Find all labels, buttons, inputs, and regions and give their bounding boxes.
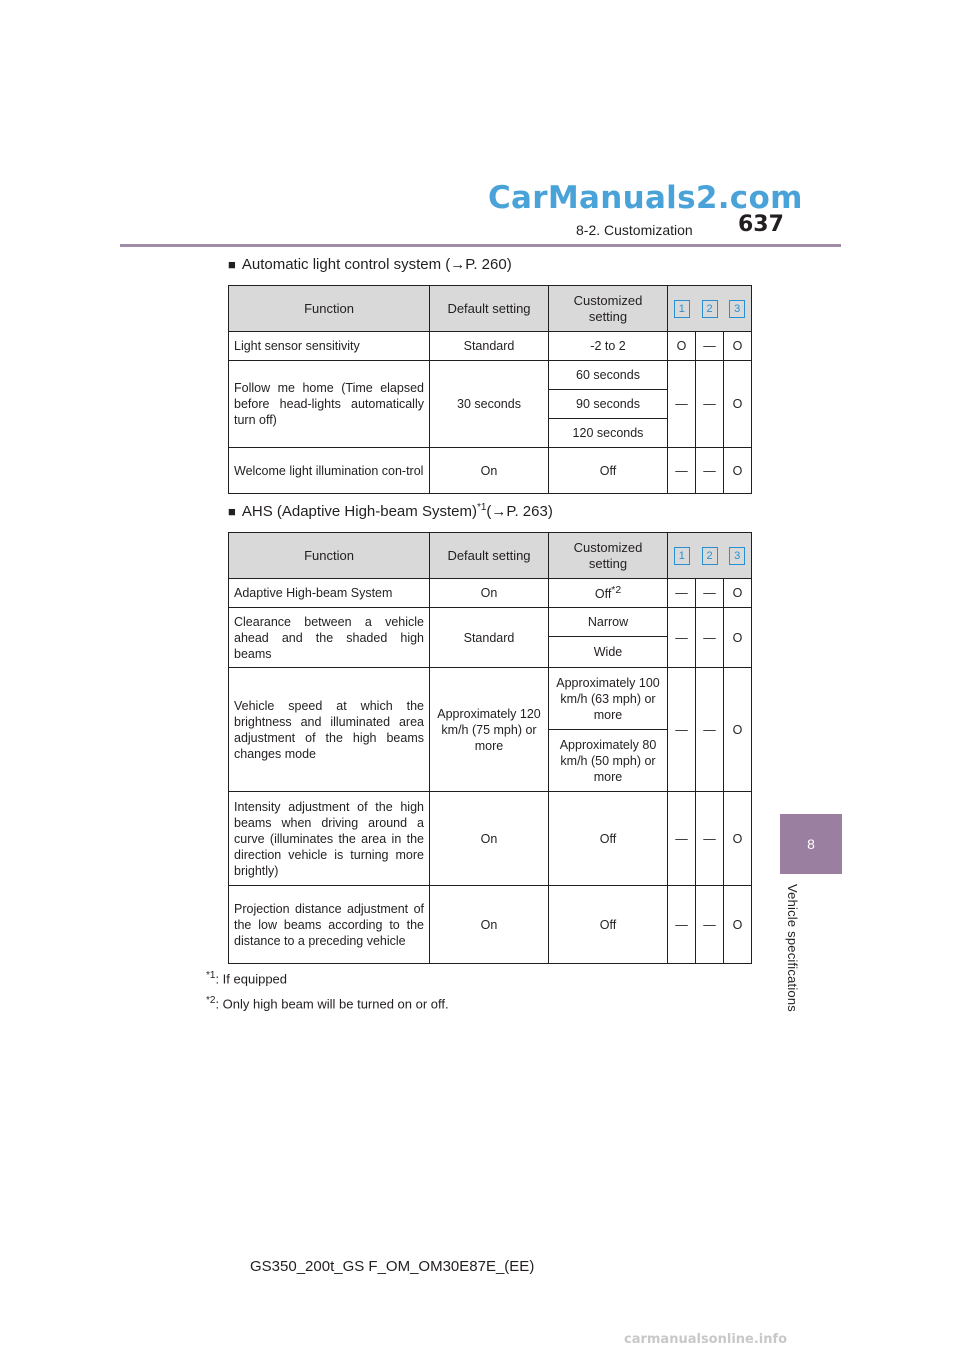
method-1-mark: — [668,448,696,494]
section-heading-ahs [228,502,553,520]
chapter-number: 8 [807,836,815,852]
header-function: Function [229,286,430,332]
custom-cell: -2 to 2 [549,332,668,361]
header-method-numbers [668,533,752,579]
custom-value: Off [594,587,612,602]
chapter-title: Vehicle specifications [785,884,800,1012]
custom-cell [549,579,668,608]
table-row [229,886,752,964]
method-1-icon: 1 [674,547,690,565]
footnote-marker: *1 [476,502,487,513]
header-default: Default setting [430,533,549,579]
default-cell: On [430,579,549,608]
method-3-mark: O [724,332,752,361]
watermark-logo: CarManuals2.com [488,180,803,216]
function-cell: Intensity adjustment of the high beams when driving around a curve (illuminates the area in the direction vehicle is turning more brightly) [229,792,430,886]
default-cell: Approximately 120 km/h (75 mph) or more [430,668,549,792]
auto-light-table [228,285,752,494]
method-2-icon: 2 [702,300,718,318]
method-3-mark: O [724,608,752,668]
method-2-mark: — [696,608,724,668]
method-1-mark: O [668,332,696,361]
method-2-mark: — [696,361,724,448]
custom-cell: Wide [549,637,668,668]
method-3-mark: O [724,361,752,448]
table-row [229,608,752,637]
function-cell: Projection distance adjustment of the low beams according to the distance to a preceding vehicle [229,886,430,964]
method-2-mark: — [696,886,724,964]
section-heading-auto-light [228,256,512,273]
footnote-2 [206,995,449,1011]
page-number: 637 [738,212,784,237]
square-bullet-icon: ■ [228,257,236,272]
default-cell: 30 seconds [430,361,549,448]
default-cell: Standard [430,608,549,668]
custom-cell: Narrow [549,608,668,637]
page-reference-link[interactable]: →P. 260) [450,256,512,273]
method-2-icon: 2 [702,547,718,565]
footnote-marker: *2 [611,585,622,597]
square-bullet-icon: ■ [228,504,236,519]
footnote-text: : If equipped [215,971,288,987]
header-function: Function [229,533,430,579]
ahs-table [228,532,752,964]
custom-cell: 90 seconds [549,390,668,419]
custom-cell: Approximately 100 km/h (63 mph) or more [549,668,668,730]
function-cell: Welcome light illumination con-trol [229,448,430,494]
method-2-mark: — [696,579,724,608]
method-1-icon: 1 [674,300,690,318]
method-3-icon: 3 [729,547,745,565]
method-3-icon: 3 [729,300,745,318]
watermark-footer: carmanualsonline.info [624,1332,788,1347]
section-title: Automatic light control system ( [241,256,451,273]
function-cell: Clearance between a vehicle ahead and the shaded high beams [229,608,430,668]
section-title: AHS (Adaptive High-beam System) [241,503,477,520]
function-cell: Vehicle speed at which the brightness and illuminated area adjustment of the high beams changes mode [229,668,430,792]
table-row [229,792,752,886]
method-3-mark: O [724,668,752,792]
default-cell: Standard [430,332,549,361]
method-1-mark: — [668,668,696,792]
table-header-row [229,533,752,579]
chapter-tab[interactable] [780,814,842,874]
method-2-mark: — [696,448,724,494]
footnote-text: : Only high beam will be turned on or off. [215,996,449,1012]
method-1-mark: — [668,361,696,448]
custom-cell: Off [549,886,668,964]
table-row [229,448,752,494]
method-1-mark: — [668,608,696,668]
header-customized: Customized setting [549,533,668,579]
method-3-mark: O [724,579,752,608]
header-customized: Customized setting [549,286,668,332]
method-3-mark: O [724,886,752,964]
footnote-mark: *1 [206,970,216,981]
header-divider [120,244,841,247]
custom-cell: Off [549,448,668,494]
page-reference-link[interactable]: (→P. 263) [486,503,553,520]
custom-cell: 120 seconds [549,419,668,448]
table-header-row [229,286,752,332]
function-cell: Light sensor sensitivity [229,332,430,361]
method-1-mark: — [668,886,696,964]
method-3-mark: O [724,792,752,886]
footnote-1 [206,970,287,986]
default-cell: On [430,448,549,494]
table-row [229,668,752,730]
default-cell: On [430,792,549,886]
method-1-mark: — [668,792,696,886]
header-default: Default setting [430,286,549,332]
method-2-mark: — [696,792,724,886]
method-1-mark: — [668,579,696,608]
header-method-numbers [668,286,752,332]
section-label: 8-2. Customization [576,222,693,238]
method-2-mark: — [696,668,724,792]
footnote-mark: *2 [206,995,216,1006]
table-row [229,579,752,608]
document-code: GS350_200t_GS F_OM_OM30E87E_(EE) [250,1258,535,1275]
custom-cell: 60 seconds [549,361,668,390]
function-cell: Follow me home (Time elapsed before head-lights automatically turn off) [229,361,430,448]
method-3-mark: O [724,448,752,494]
default-cell: On [430,886,549,964]
function-cell: Adaptive High-beam System [229,579,430,608]
custom-cell: Approximately 80 km/h (50 mph) or more [549,730,668,792]
custom-cell: Off [549,792,668,886]
method-2-mark: — [696,332,724,361]
table-row [229,361,752,390]
table-row [229,332,752,361]
